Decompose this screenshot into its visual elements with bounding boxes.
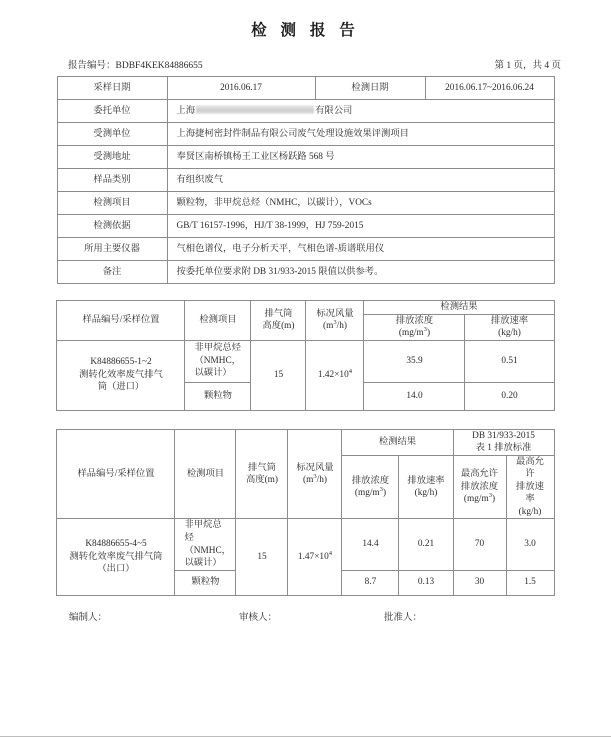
cell-stack-height-outlet: 15 (236, 519, 288, 595)
info-value-test-basis: GB/T 16157-1996，HJ/T 38-1999，HJ 759-2015 (167, 215, 554, 238)
table-header-row (57, 429, 554, 455)
reviewer-label: 审核人： (239, 612, 278, 623)
info-label-instruments: 所用主要仪器 (57, 238, 167, 261)
info-value-sampling-date: 2016.06.17 (167, 77, 315, 100)
th-emission-rate: 排放速率 (kg/h) (465, 314, 554, 340)
info-label-test-basis: 检测依据 (57, 215, 167, 238)
info-value-client (167, 100, 554, 123)
table-row (57, 123, 554, 146)
th-test-item: 检测项目 (175, 429, 236, 519)
th-results-group: 检测结果 (364, 301, 554, 315)
sample-id-inlet: K84886655-1~2 (90, 357, 152, 368)
table-spacer-2 (0, 411, 611, 429)
info-label-remarks: 备注 (57, 261, 167, 284)
th-stack-height (251, 301, 306, 341)
th-results-group: 检测结果 (342, 429, 453, 455)
cell-rate-pm-inlet: 0.20 (465, 382, 554, 410)
th-stack-height: 排气筒 高度(m) (236, 429, 288, 519)
page-indicator: 第 1 页，共 4 页 (494, 61, 561, 71)
client-name-prefix: 上海 (176, 105, 196, 116)
cell-limit-conc-pm: 30 (453, 570, 506, 595)
table-header-row (57, 301, 554, 315)
th-test-item: 检测项目 (185, 301, 251, 341)
cell-rate-pm-outlet: 0.13 (399, 570, 453, 595)
results-table-inlet (56, 300, 554, 411)
report-meta-row (0, 40, 611, 76)
approver-label: 批准人： (384, 612, 423, 623)
th-stack-height-l2: 高度(m) (262, 321, 295, 332)
th-flow-l2: $(m^3/h)$ (323, 319, 347, 332)
cell-conc-pm-outlet: 8.7 (342, 570, 399, 595)
cell-stack-height-inlet: 15 (251, 340, 306, 410)
cell-limit-rate-nmhc: 3.0 (506, 519, 554, 570)
th-sample-id: 样品编号/采样位置 (57, 429, 175, 519)
info-label-tested-unit: 受测单位 (57, 123, 167, 146)
th-flow-rate: 标况风量 $(m^3/h)$ (288, 429, 342, 519)
info-value-test-items: 颗粒物，非甲烷总烃（NMHC，以碳计），VOCs (167, 192, 554, 215)
table-row (57, 192, 554, 215)
sample-id-outlet: K84886655-4~5 (85, 539, 147, 550)
cell-rate-nmhc-outlet: 0.21 (399, 519, 453, 570)
info-value-sample-type: 有组织废气 (167, 169, 554, 192)
client-name-suffix: 有限公司 (315, 105, 353, 116)
th-limit-rate: 最高允许 排放速率 (kg/h) (506, 455, 554, 519)
cell-sample-id-outlet: K84886655-4~5 测转化效率废气排气筒 （出口） (57, 519, 175, 595)
info-label-sampling-date: 采样日期 (57, 77, 167, 100)
cell-conc-pm-inlet: 14.0 (364, 382, 465, 410)
cell-conc-nmhc-outlet: 14.4 (342, 519, 399, 570)
redaction-bar (196, 105, 314, 114)
results-table-outlet (56, 429, 554, 596)
table-row (57, 146, 554, 169)
table-row (57, 340, 554, 382)
table-spacer-1 (0, 284, 611, 300)
cell-flow-inlet: $1.42\times 10^4$ (306, 340, 364, 410)
info-label-test-date: 检测日期 (315, 77, 425, 100)
cell-limit-rate-pm: 1.5 (506, 570, 554, 595)
cell-rate-nmhc-inlet: 0.51 (465, 340, 554, 382)
info-value-instruments: 气相色谱仪，电子分析天平，气相色谱-质谱联用仪 (167, 238, 554, 261)
table-row (57, 519, 554, 570)
info-label-sample-type: 样品类别 (57, 169, 167, 192)
info-value-test-date: 2016.06.17~2016.06.24 (425, 77, 554, 100)
table-row (57, 100, 554, 123)
info-label-tested-address: 受测地址 (57, 146, 167, 169)
cell-sample-id-inlet: K84886655-1~2 测转化效率废气排气 筒（进口） (57, 340, 185, 410)
th-standard-group: DB 31/933-2015 表 1 排放标准 (453, 429, 554, 455)
table-row (57, 238, 554, 261)
cell-item-pm-inlet: 颗粒物 (185, 382, 251, 410)
th-emission-concentration: 排放浓度 $(mg/m^3)$ (364, 314, 465, 340)
table-row (57, 261, 554, 284)
report-number-value: BDBF4KEK84886655 (115, 61, 203, 71)
report-number-label: 报告编号： (68, 61, 116, 71)
table-row (57, 77, 554, 100)
info-value-tested-unit: 上海捷柯密封件制品有限公司废气处理设施效果评测项目 (167, 123, 554, 146)
cell-limit-conc-nmhc: 70 (453, 519, 506, 570)
table-row (57, 169, 554, 192)
info-label-test-items: 检测项目 (57, 192, 167, 215)
signature-row (57, 596, 554, 623)
th-stack-height-l1: 排气筒 (264, 308, 293, 319)
cell-item-pm-outlet: 颗粒物 (175, 570, 236, 595)
info-value-remarks: 按委托单位要求附 DB 31/933-2015 限值以供参考。 (167, 261, 554, 284)
th-flow-rate (306, 301, 364, 341)
info-label-client: 委托单位 (57, 100, 167, 123)
info-value-tested-address: 奉贤区南桥镇杨王工业区杨跃路 568 号 (167, 146, 554, 169)
report-info-table (57, 76, 555, 284)
cell-flow-outlet: $1.47\times 10^4$ (288, 519, 342, 595)
th-emission-concentration: 排放浓度 $(mg/m^3)$ (342, 455, 399, 519)
preparer-label: 编制人： (69, 612, 108, 623)
th-flow-l1: 标况风量 (316, 308, 354, 319)
report-number (68, 57, 203, 71)
cell-item-nmhc-outlet: 非甲烷总烃 （NMHC， 以碳计） (175, 519, 236, 570)
th-sample-id: 样品编号/采样位置 (57, 301, 185, 341)
page-title: 检 测 报 告 (251, 22, 360, 39)
th-emission-rate: 排放速率 (kg/h) (399, 455, 453, 519)
cell-item-nmhc-inlet: 非甲烷总烃 （NMHC， 以碳计） (185, 340, 251, 382)
table-row (57, 215, 554, 238)
th-limit-concentration: 最高允许 排放浓度 $(mg/m^3)$ (453, 455, 506, 519)
cell-conc-nmhc-inlet: 35.9 (364, 340, 465, 382)
